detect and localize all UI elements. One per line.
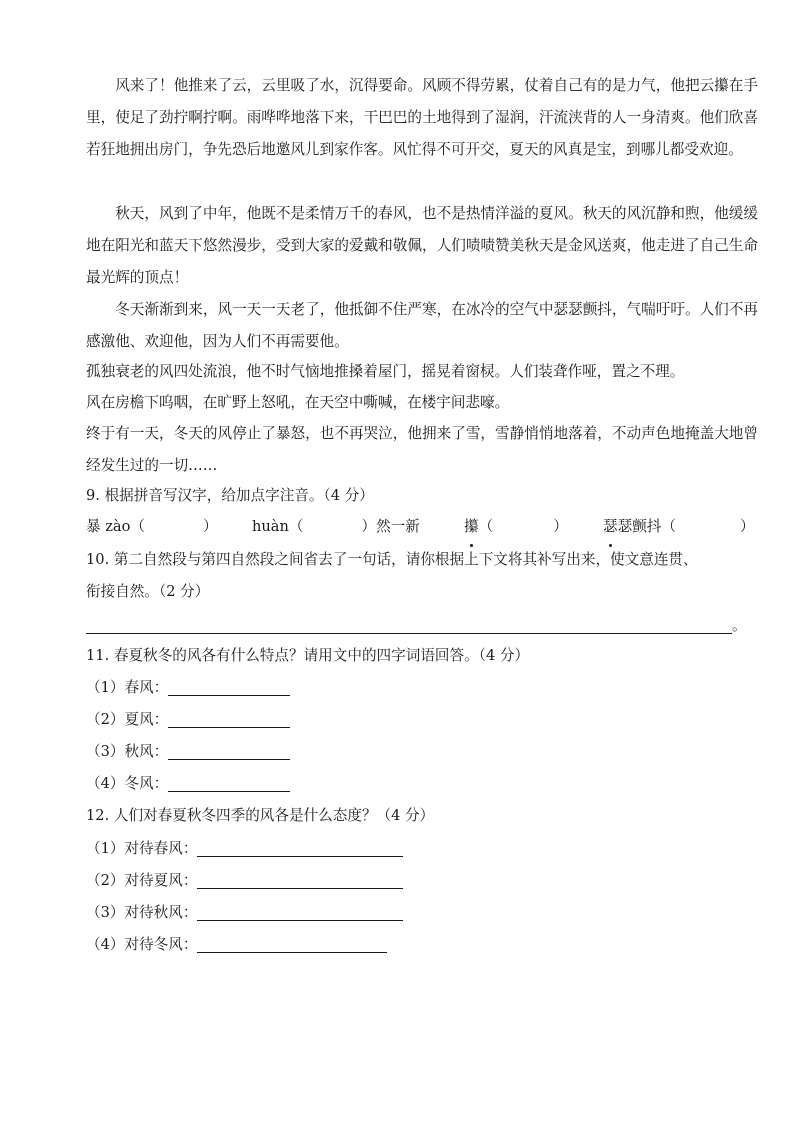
q9-item-1-label: 暴 zào（ bbox=[86, 518, 146, 535]
passage-paragraph-3: 冬天渐渐到来，风一天一天老了，他抵御不住严寒，在冰冷的空气中瑟瑟颤抖，气喘吁吁。人们不再感激他、欢迎他，因为人们不再需要他。 bbox=[86, 301, 758, 350]
q11-item-3 bbox=[86, 736, 290, 768]
passage-paragraph-6: 终于有一天，冬天的风停止了暴怒，也不再哭泣，他拥来了雪，雪静悄悄地落着，不动声色地掩盖大地曾经发生过的一切…… bbox=[86, 425, 758, 474]
q9-item-2-close: ）然一新 bbox=[361, 518, 420, 535]
q12-item-3-label: （3）对待秋风： bbox=[86, 904, 198, 921]
q9-item-4-dotted-char: 瑟 bbox=[603, 511, 618, 543]
question-12-title: 12. 人们对春夏秋冬四季的风各是什么态度？（4 分） bbox=[86, 807, 435, 824]
q9-item-1 bbox=[86, 511, 218, 543]
q11-item-4 bbox=[86, 768, 290, 800]
passage-paragraph-1: 风来了！他推来了云，云里吸了水，沉得要命。风顾不得劳累，仗着自己有的是力气，他把云攥在手里，使足了劲拧啊拧啊。雨哗哗地落下来，干巴巴的土地得到了湿润，汗流浃背的人一身清爽。他们欣喜若狂地拥出房门，争先恐后地邀风儿到家作客。风忙得不可开交，夏天的风真是宝，到哪儿都受欢迎。 bbox=[86, 77, 758, 158]
q12-item-2 bbox=[86, 865, 403, 897]
q11-item-1-label: （1）春风： bbox=[86, 679, 169, 696]
q11-item-3-label: （3）秋风： bbox=[86, 743, 169, 760]
passage-paragraph-4: 孤独衰老的风四处流浪，他不时气恼地推搡着屋门，摇晃着窗棂。人们装聋作哑，置之不理。 bbox=[86, 363, 685, 380]
q9-item-3-dotted-char: 攥 bbox=[464, 511, 479, 543]
question-9-title: 9. 根据拼音写汉字，给加点字注音。（4 分） bbox=[86, 487, 374, 504]
q12-item-1 bbox=[86, 833, 403, 865]
q9-item-2 bbox=[252, 511, 420, 543]
q9-item-4 bbox=[603, 511, 755, 543]
q9-item-1-close: ） bbox=[203, 518, 218, 535]
q11-item-4-label: （4）冬风： bbox=[86, 775, 169, 792]
q10-end-mark: 。 bbox=[732, 617, 747, 634]
q12-item-2-label: （2）对待夏风： bbox=[86, 872, 198, 889]
q12-item-1-label: （1）对待春风： bbox=[86, 840, 198, 857]
q11-item-2 bbox=[86, 704, 290, 736]
q11-item-4-blank[interactable] bbox=[168, 773, 290, 792]
q9-item-4-close: ） bbox=[740, 518, 755, 535]
question-10-title-line-1: 10. 第二自然段与第四自然段之间省去了一句话，请你根据上下文将其补写出来，使文意连贯、 bbox=[86, 551, 698, 568]
q9-item-4-label: 瑟颤抖（ bbox=[617, 518, 676, 535]
question-11-title: 11. 春夏秋冬的风各有什么特点？请用文中的四字词语回答。（4 分） bbox=[86, 647, 530, 664]
passage-paragraph-2: 秋天，风到了中年，他既不是柔情万千的春风，也不是热情洋溢的夏风。秋天的风沉静和煦，他缓缓地在阳光和蓝天下悠然漫步，受到大家的爱戴和敬佩，人们啧啧赞美秋天是金风送爽，他走进了自己生命最光辉的顶点！ bbox=[86, 205, 758, 286]
q12-item-1-blank[interactable] bbox=[197, 838, 403, 857]
q11-item-2-blank[interactable] bbox=[168, 709, 290, 728]
q10-answer-line bbox=[86, 610, 747, 642]
passage-paragraph-5: 风在房檐下呜咽，在旷野上怒吼，在天空中嘶喊，在楼宇间悲嚎。 bbox=[86, 394, 510, 411]
q12-item-3-blank[interactable] bbox=[197, 902, 403, 921]
q12-item-4-label: （4）对待冬风： bbox=[86, 936, 198, 953]
q12-item-2-blank[interactable] bbox=[197, 870, 403, 889]
q12-item-4 bbox=[86, 929, 387, 961]
q9-item-3-open: （ bbox=[478, 518, 494, 535]
q9-item-3-close: ） bbox=[553, 518, 568, 535]
q12-item-3 bbox=[86, 897, 403, 929]
q11-item-3-blank[interactable] bbox=[168, 741, 290, 760]
q12-item-4-blank[interactable] bbox=[197, 934, 387, 953]
q11-item-1 bbox=[86, 672, 290, 704]
q10-answer-blank[interactable] bbox=[86, 615, 732, 634]
q9-item-2-label: huàn（ bbox=[252, 518, 304, 535]
q11-item-2-label: （2）夏风： bbox=[86, 711, 169, 728]
q11-item-1-blank[interactable] bbox=[168, 677, 290, 696]
q9-item-3 bbox=[464, 511, 568, 543]
question-10-title-line-2: 衔接自然。（2 分） bbox=[86, 583, 210, 600]
